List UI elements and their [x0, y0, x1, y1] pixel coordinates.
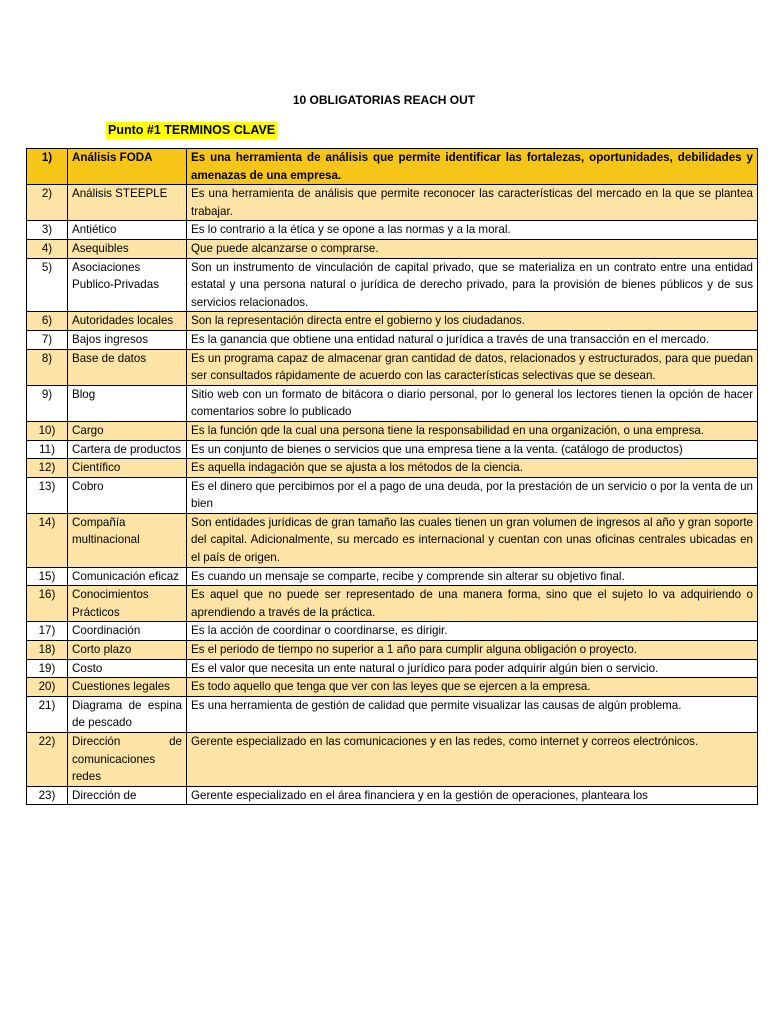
table-row [27, 221, 758, 240]
table-row [27, 421, 758, 440]
document-title: 10 OBLIGATORIAS REACH OUT [292, 93, 476, 107]
row-number: 12) [27, 459, 68, 478]
table-row [27, 239, 758, 258]
definition-cell: Es el valor que necesita un ente natural o jurídico para poder adquirir algún bien o servicio. [187, 659, 758, 678]
row-number: 20) [27, 678, 68, 697]
row-number: 7) [27, 330, 68, 349]
term-cell: Cuestiones legales [68, 678, 187, 697]
definition-cell: Son un instrumento de vinculación de capital privado, que se materializa en un contrato entre una entidad estatal y una persona natural o jurídica de derecho privado, para la provisión de bienes públicos y de sus servicios relacionados. [187, 258, 758, 312]
row-number: 4) [27, 239, 68, 258]
term-cell: Científico [68, 459, 187, 478]
row-number: 2) [27, 185, 68, 221]
row-number: 19) [27, 659, 68, 678]
definition-cell: Son la representación directa entre el gobierno y los ciudadanos. [187, 312, 758, 331]
term-cell: Base de datos [68, 349, 187, 385]
definition-cell: Es la acción de coordinar o coordinarse, es dirigir. [187, 622, 758, 641]
table-row [27, 659, 758, 678]
term-cell: Costo [68, 659, 187, 678]
definition-cell: Que puede alcanzarse o comprarse. [187, 239, 758, 258]
definition-cell: Es la función qde la cual una persona tiene la responsabilidad en una organización, o una empresa. [187, 421, 758, 440]
terms-table [26, 148, 758, 805]
term-cell: Dirección de comunicaciones redes [68, 733, 187, 787]
row-number: 11) [27, 440, 68, 459]
definition-cell: Es lo contrario a la ética y se opone a las normas y a la moral. [187, 221, 758, 240]
section-heading: Punto #1 TERMINOS CLAVE [108, 123, 276, 137]
term-cell: Dirección de [68, 786, 187, 805]
table-row [27, 567, 758, 586]
term-cell: Antiético [68, 221, 187, 240]
term-cell: Cartera de productos [68, 440, 187, 459]
row-number: 10) [27, 421, 68, 440]
term-cell: Blog [68, 385, 187, 421]
definition-cell: Es aquel que no puede ser representado de una manera forma, sino que el sujeto lo va adquiriendo o aprendiendo a través de la práctica. [187, 586, 758, 622]
table-row [27, 678, 758, 697]
definition-cell: Es una herramienta de análisis que permite identificar las fortalezas, oportunidades, debilidades y amenazas de una empresa. [187, 149, 758, 185]
row-number: 15) [27, 567, 68, 586]
table-row [27, 185, 758, 221]
row-number: 23) [27, 786, 68, 805]
row-number: 6) [27, 312, 68, 331]
table-row [27, 696, 758, 732]
definition-cell: Es cuando un mensaje se comparte, recibe y comprende sin alterar su objetivo final. [187, 567, 758, 586]
table-row [27, 786, 758, 805]
definition-cell: Gerente especializado en las comunicaciones y en las redes, como internet y correos electrónicos. [187, 733, 758, 787]
term-cell: Corto plazo [68, 641, 187, 660]
definition-cell: Es el dinero que percibimos por el a pago de una deuda, por la prestación de un servicio o por la venta de un bien [187, 477, 758, 513]
table-row [27, 312, 758, 331]
table-row [27, 385, 758, 421]
table-row [27, 641, 758, 660]
table-row [27, 733, 758, 787]
row-number: 3) [27, 221, 68, 240]
definition-cell: Sitio web con un formato de bitácora o diario personal, por lo general los lectores tienen la opción de hacer comentarios sobre lo publicado [187, 385, 758, 421]
row-number: 22) [27, 733, 68, 787]
definition-cell: Es un conjunto de bienes o servicios que una empresa tiene a la venta. (catálogo de productos) [187, 440, 758, 459]
row-number: 14) [27, 513, 68, 567]
term-cell: Coordinación [68, 622, 187, 641]
definition-cell: Es el periodo de tiempo no superior a 1 año para cumplir alguna obligación o proyecto. [187, 641, 758, 660]
row-number: 9) [27, 385, 68, 421]
definition-cell: Es todo aquello que tenga que ver con las leyes que se ejercen a la empresa. [187, 678, 758, 697]
definition-cell: Son entidades jurídicas de gran tamaño las cuales tienen un gran volumen de ingresos al año y gran soporte del capital. Adicionalmente, su mercado es internacional y cuentan con unas oficinas centrales ubicadas en el país de origen. [187, 513, 758, 567]
row-number: 21) [27, 696, 68, 732]
definition-cell: Es aquella indagación que se ajusta a los métodos de la ciencia. [187, 459, 758, 478]
definition-cell: Es un programa capaz de almacenar gran cantidad de datos, relacionados y estructurados, para que puedan ser consultados rápidamente de acuerdo con las características selectivas que se desean. [187, 349, 758, 385]
row-number: 18) [27, 641, 68, 660]
table-row [27, 513, 758, 567]
row-number: 8) [27, 349, 68, 385]
term-cell: Análisis STEEPLE [68, 185, 187, 221]
table-row [27, 349, 758, 385]
row-number: 17) [27, 622, 68, 641]
definition-cell: Es la ganancia que obtiene una entidad natural o jurídica a través de una transacción en el mercado. [187, 330, 758, 349]
table-row [27, 330, 758, 349]
row-number: 5) [27, 258, 68, 312]
term-cell: Compañía multinacional [68, 513, 187, 567]
term-cell: Cobro [68, 477, 187, 513]
definition-cell: Es una herramienta de análisis que permite reconocer las características del mercado en la que se plantea trabajar. [187, 185, 758, 221]
table-row [27, 440, 758, 459]
table-row [27, 258, 758, 312]
term-cell: Diagrama de espina de pescado [68, 696, 187, 732]
term-cell: Bajos ingresos [68, 330, 187, 349]
row-number: 16) [27, 586, 68, 622]
table-row [27, 586, 758, 622]
definition-cell: Es una herramienta de gestión de calidad que permite visualizar las causas de algún problema. [187, 696, 758, 732]
table-row [27, 622, 758, 641]
term-cell: Análisis FODA [68, 149, 187, 185]
term-cell: Cargo [68, 421, 187, 440]
table-row [27, 149, 758, 185]
term-cell: Conocimientos Prácticos [68, 586, 187, 622]
term-cell: Asequibles [68, 239, 187, 258]
table-row [27, 459, 758, 478]
term-cell: Autoridades locales [68, 312, 187, 331]
row-number: 1) [27, 149, 68, 185]
row-number: 13) [27, 477, 68, 513]
definition-cell: Gerente especializado en el área financiera y en la gestión de operaciones, planteara los [187, 786, 758, 805]
term-cell: Comunicación eficaz [68, 567, 187, 586]
table-row [27, 477, 758, 513]
term-cell: Asociaciones Publico-Privadas [68, 258, 187, 312]
